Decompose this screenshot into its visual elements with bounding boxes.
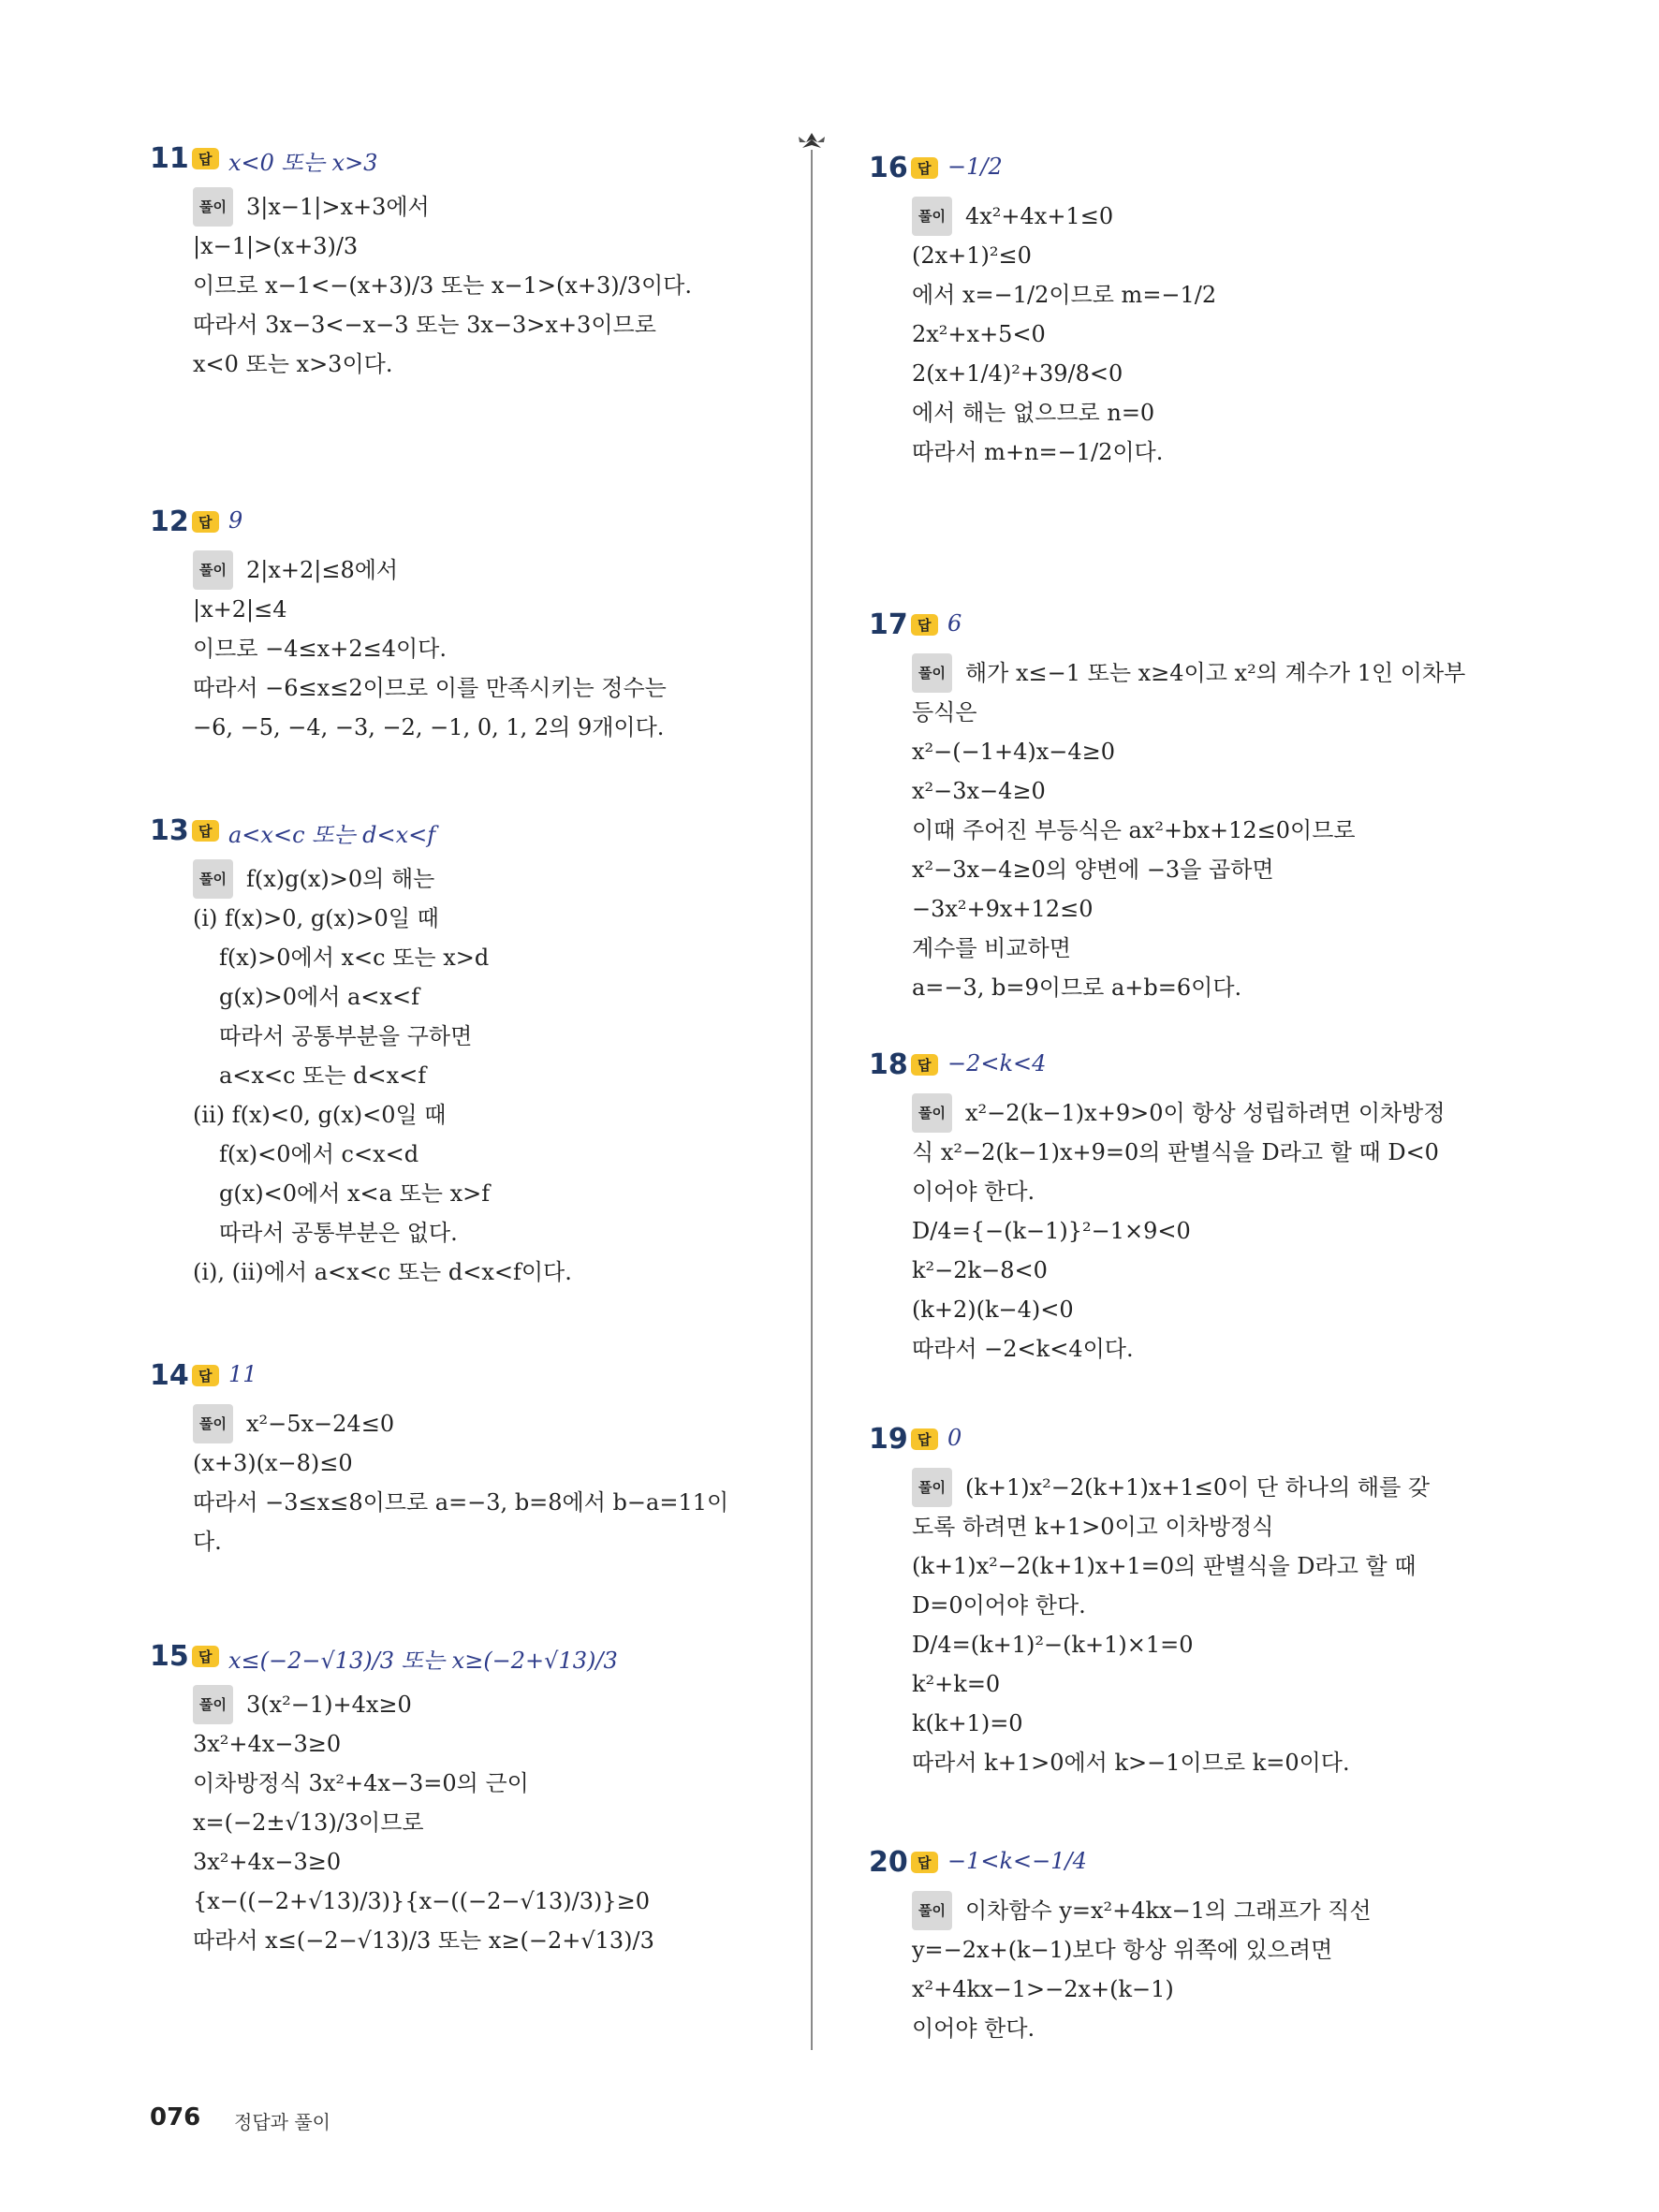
solution-line: g(x)<0에서 x<a 또는 x>f — [219, 1180, 491, 1207]
problem-15 — [150, 1638, 749, 1960]
solution-line: (k+2)(k−4)<0 — [912, 1296, 1074, 1323]
solution-line: x²−2(k−1)x+9>0이 항상 성립하려면 이차방정 — [964, 1100, 1446, 1126]
solution — [869, 1093, 1468, 1369]
problem-13 — [150, 813, 749, 1292]
answer-tag: 답 — [911, 1428, 938, 1450]
solution-line: (ⅰ), (ⅱ)에서 a<x<c 또는 d<x<f이다. — [193, 1259, 572, 1285]
answer-text: −1<k<−1/4 — [947, 1848, 1087, 1874]
solution-line: a<x<c 또는 d<x<f — [219, 1062, 427, 1089]
solution-tag: 풀이 — [193, 859, 233, 899]
solution-tag: 풀이 — [912, 1093, 952, 1133]
solution-line: y=−2x+(k−1)보다 항상 위쪽에 있으려면 — [912, 1937, 1333, 1963]
solution-line: 이차함수 y=x²+4kx−1의 그래프가 직선 — [964, 1897, 1372, 1924]
solution-line: x²−5x−24≤0 — [245, 1411, 395, 1437]
solution-line: 이므로 −4≤x+2≤4이다. — [193, 636, 447, 662]
solution-line: 이어야 한다. — [912, 2015, 1035, 2042]
solution-line: (k+1)x²−2(k+1)x+1≤0이 단 하나의 해를 갖 — [964, 1474, 1431, 1501]
solution-line: −3x²+9x+12≤0 — [912, 896, 1094, 922]
solution-line: D/4={−(k−1)}²−1×9<0 — [912, 1218, 1191, 1244]
solution-line: (x+3)(x−8)≤0 — [193, 1450, 353, 1476]
solution-line: 3x²+4x−3≥0 — [193, 1731, 342, 1757]
answer-tag: 답 — [911, 614, 938, 636]
solution-line: 이므로 x−1<−(x+3)/3 또는 x−1>(x+3)/3이다. — [193, 272, 692, 299]
answer-tag: 답 — [192, 820, 219, 842]
solution — [150, 859, 749, 1292]
solution — [869, 1891, 1468, 2048]
solution-line: x=(−2±√13)/3이므로 — [193, 1809, 424, 1836]
solution — [150, 1685, 749, 1960]
answer-text: x<0 또는 x>3 — [228, 150, 378, 176]
footer-title: 정답과 풀이 — [234, 2111, 330, 2133]
answer-text: −1/2 — [947, 154, 1003, 180]
solution-line: 도록 하려면 k+1>0이고 이차방정식 — [912, 1514, 1274, 1540]
problem-18 — [869, 1047, 1468, 1369]
solution-tag: 풀이 — [193, 187, 233, 227]
solution-line: 4x²+4x+1≤0 — [964, 203, 1114, 229]
answer-tag: 답 — [192, 1646, 219, 1667]
solution-line: 이차방정식 3x²+4x−3=0의 근이 — [193, 1770, 529, 1796]
solution — [150, 550, 749, 747]
answer-tag: 답 — [911, 1054, 938, 1076]
solution-line: 다. — [193, 1529, 222, 1555]
solution-line: 에서 해는 없으므로 n=0 — [912, 400, 1155, 426]
problem-17 — [869, 607, 1468, 1007]
problem-number: 17 — [869, 608, 908, 641]
solution-line: k²−2k−8<0 — [912, 1257, 1048, 1283]
solution-line: f(x)>0에서 x<c 또는 x>d — [219, 945, 490, 971]
solution-line: 3(x²−1)+4x≥0 — [245, 1692, 412, 1718]
answer-text: 11 — [228, 1361, 257, 1387]
solution-line: 따라서 k+1>0에서 k>−1이므로 k=0이다. — [912, 1750, 1350, 1776]
solution-line: (k+1)x²−2(k+1)x+1=0의 판별식을 D라고 할 때 — [912, 1553, 1417, 1579]
solution-tag: 풀이 — [912, 1468, 952, 1507]
problem-11 — [150, 140, 749, 384]
answer-tag: 답 — [192, 148, 219, 169]
problem-number: 18 — [869, 1048, 908, 1081]
solution-line: 따라서 3x−3<−x−3 또는 3x−3>x+3이므로 — [193, 312, 656, 338]
solution-tag: 풀이 — [912, 1891, 952, 1930]
solution-line: x<0 또는 x>3이다. — [193, 351, 393, 377]
answer-tag: 답 — [911, 157, 938, 179]
problem-14 — [150, 1357, 749, 1561]
problem-number: 14 — [150, 1359, 189, 1392]
solution-line: D=0이어야 한다. — [912, 1592, 1086, 1619]
solution — [150, 1404, 749, 1561]
solution-line: D/4=(k+1)²−(k+1)×1=0 — [912, 1632, 1194, 1658]
solution-line: 따라서 공통부분은 없다. — [219, 1220, 458, 1246]
solution-line: x²−3x−4≥0 — [912, 778, 1046, 804]
answer-tag: 답 — [192, 1365, 219, 1386]
problem-number: 16 — [869, 152, 908, 184]
solution-line: 등식은 — [912, 699, 977, 725]
solution-line: 에서 x=−1/2이므로 m=−1/2 — [912, 282, 1217, 308]
problem-number: 15 — [150, 1640, 189, 1673]
solution — [869, 653, 1468, 1007]
solution-tag: 풀이 — [193, 1685, 233, 1724]
answer-text: 9 — [228, 507, 243, 534]
solution-line: 3|x−1|>x+3에서 — [245, 194, 430, 220]
solution-line: 2x²+x+5<0 — [912, 321, 1046, 347]
solution-line: 3x²+4x−3≥0 — [193, 1849, 342, 1875]
solution-tag: 풀이 — [912, 197, 952, 236]
solution-line: {x−((−2+√13)/3)}{x−((−2−√13)/3)}≥0 — [193, 1888, 651, 1914]
solution-line: 따라서 −2<k<4이다. — [912, 1336, 1134, 1362]
problem-16 — [869, 150, 1468, 472]
solution-line: x²−3x−4≥0의 양변에 −3을 곱하면 — [912, 857, 1274, 883]
answer-text: x≤(−2−√13)/3 또는 x≥(−2+√13)/3 — [228, 1648, 618, 1674]
solution-line: −6, −5, −4, −3, −2, −1, 0, 1, 2의 9개이다. — [193, 714, 665, 740]
problem-number: 11 — [150, 142, 189, 175]
solution-line: 따라서 m+n=−1/2이다. — [912, 439, 1164, 465]
problem-number: 12 — [150, 505, 189, 538]
problem-number: 13 — [150, 814, 189, 847]
problem-number: 20 — [869, 1846, 908, 1879]
solution-line: x²+4kx−1>−2x+(k−1) — [912, 1976, 1174, 2002]
solution-line: 이어야 한다. — [912, 1179, 1035, 1205]
solution — [150, 187, 749, 384]
answer-tag: 답 — [192, 511, 219, 533]
solution-tag: 풀이 — [912, 653, 952, 693]
problem-12 — [150, 504, 749, 747]
solution-tag: 풀이 — [193, 1404, 233, 1443]
solution-line: 이때 주어진 부등식은 ax²+bx+12≤0이므로 — [912, 817, 1356, 843]
solution — [869, 1468, 1468, 1782]
answer-text: −2<k<4 — [947, 1050, 1047, 1077]
answer-text: a<x<c 또는 d<x<f — [228, 822, 436, 848]
solution-line: f(x)g(x)>0의 해는 — [245, 866, 435, 892]
answer-text: 0 — [947, 1425, 962, 1451]
solution-line: (ⅱ) f(x)<0, g(x)<0일 때 — [193, 1102, 447, 1128]
solution-line: 2(x+1/4)²+39/8<0 — [912, 360, 1123, 387]
solution-tag: 풀이 — [193, 550, 233, 590]
solution-line: x²−(−1+4)x−4≥0 — [912, 739, 1116, 765]
solution-line: 따라서 공통부분을 구하면 — [219, 1023, 473, 1049]
solution-line: k²+k=0 — [912, 1671, 1001, 1697]
solution-line: 2|x+2|≤8에서 — [245, 557, 399, 583]
solution-line: a=−3, b=9이므로 a+b=6이다. — [912, 974, 1242, 1001]
problem-19 — [869, 1421, 1468, 1782]
problem-20 — [869, 1844, 1468, 2048]
answer-text: 6 — [947, 610, 962, 637]
answer-tag: 답 — [911, 1852, 938, 1873]
solution-line: 해가 x≤−1 또는 x≥4이고 x²의 계수가 1인 이차부 — [964, 660, 1466, 686]
solution-line: 따라서 −3≤x≤8이므로 a=−3, b=8에서 b−a=11이 — [193, 1489, 729, 1516]
solution-line: 식 x²−2(k−1)x+9=0의 판별식을 D라고 할 때 D<0 — [912, 1139, 1439, 1165]
solution-line: 따라서 −6≤x≤2이므로 이를 만족시키는 정수는 — [193, 675, 667, 701]
divider-ornament-icon — [797, 129, 827, 155]
solution — [869, 197, 1468, 472]
column-divider — [811, 150, 813, 2050]
solution-line: 계수를 비교하면 — [912, 935, 1071, 961]
solution-line: g(x)>0에서 a<x<f — [219, 984, 419, 1010]
solution-line: |x+2|≤4 — [193, 596, 287, 623]
solution-line: 따라서 x≤(−2−√13)/3 또는 x≥(−2+√13)/3 — [193, 1927, 654, 1954]
solution-line: f(x)<0에서 c<x<d — [219, 1141, 419, 1167]
solution-line: (ⅰ) f(x)>0, g(x)>0일 때 — [193, 905, 439, 931]
solution-line: |x−1|>(x+3)/3 — [193, 233, 359, 259]
problem-number: 19 — [869, 1423, 908, 1456]
solution-line: k(k+1)=0 — [912, 1710, 1023, 1736]
solution-line: (2x+1)²≤0 — [912, 242, 1032, 269]
page-number: 076 — [150, 2103, 201, 2131]
